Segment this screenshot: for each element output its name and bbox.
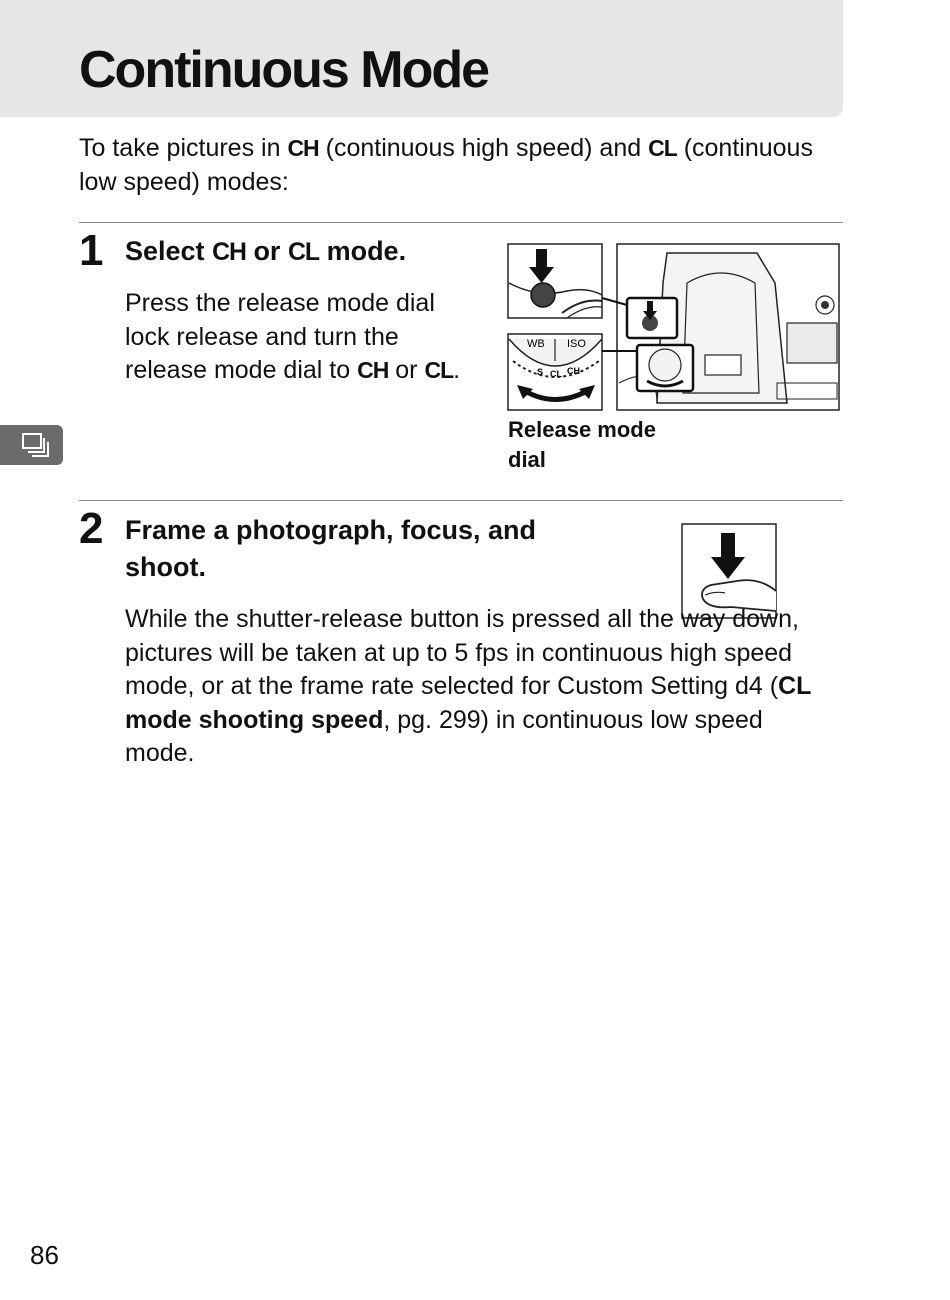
step-1-body-before: Press the release mode dial lock release and turn the release mode dial to: [125, 289, 435, 384]
step-1-heading-before: Select: [125, 236, 213, 266]
camera-top-view: [602, 244, 839, 410]
dial-ch-label: CH: [567, 366, 580, 376]
page-title: Continuous Mode: [79, 41, 489, 99]
step-1-body-cl: CL: [424, 357, 454, 383]
release-mode-dial-caption: Release mode dial: [508, 417, 656, 472]
step-1-body-after: .: [453, 356, 461, 384]
dial-s-label: S: [537, 367, 544, 377]
step-1-heading: [125, 233, 406, 271]
iso-label: ISO: [567, 338, 586, 350]
dial-lock-inset: [508, 244, 602, 318]
step-1-heading-ch: CH: [212, 239, 246, 266]
intro-paragraph: [79, 131, 839, 199]
step-1-body-middle: or: [388, 356, 425, 384]
step-1-heading-middle: or: [245, 236, 288, 266]
step-1-number: 1: [79, 226, 104, 275]
intro-text-middle: (continuous high speed) and: [318, 134, 649, 162]
custom-setting-name: CL mode shooting speed: [125, 672, 811, 734]
dial-cl-label: CL: [550, 369, 562, 379]
dial-rotation-inset: [508, 334, 602, 410]
step-2-body-before: While the shutter-release button is pressed all the way down, pictures will be taken at up to 5 fps in continuous high speed mode, or at the frame rate selected for Custom Setting d4 (: [125, 605, 799, 700]
step-1-divider: [79, 222, 843, 223]
step-2-number: 2: [79, 504, 104, 553]
release-mode-dial-figure: [507, 243, 841, 413]
intro-text-before: To take pictures in: [79, 134, 288, 162]
intro-text-after: (continuous low speed) modes:: [79, 134, 813, 196]
step-2-divider: [79, 500, 843, 501]
step-1-body-ch: CH: [357, 357, 389, 383]
step-1-body: [125, 287, 470, 388]
release-mode-icon: [22, 433, 50, 457]
step-2-body-after: , pg. 299) in continuous low speed mode.: [125, 705, 763, 767]
section-tab: [0, 425, 63, 465]
mode-ch-glyph: CH: [287, 135, 319, 161]
wb-label: WB: [527, 338, 545, 350]
mode-cl-glyph: CL: [648, 135, 677, 161]
step-1-heading-after: mode.: [319, 236, 407, 266]
step-2-body: [125, 603, 837, 771]
step-2-heading: Frame a photograph, focus, and shoot.: [125, 515, 537, 582]
step-1-heading-cl: CL: [287, 239, 320, 266]
press-down-arrow-icon: [721, 533, 735, 559]
page-number: 86: [30, 1240, 59, 1270]
